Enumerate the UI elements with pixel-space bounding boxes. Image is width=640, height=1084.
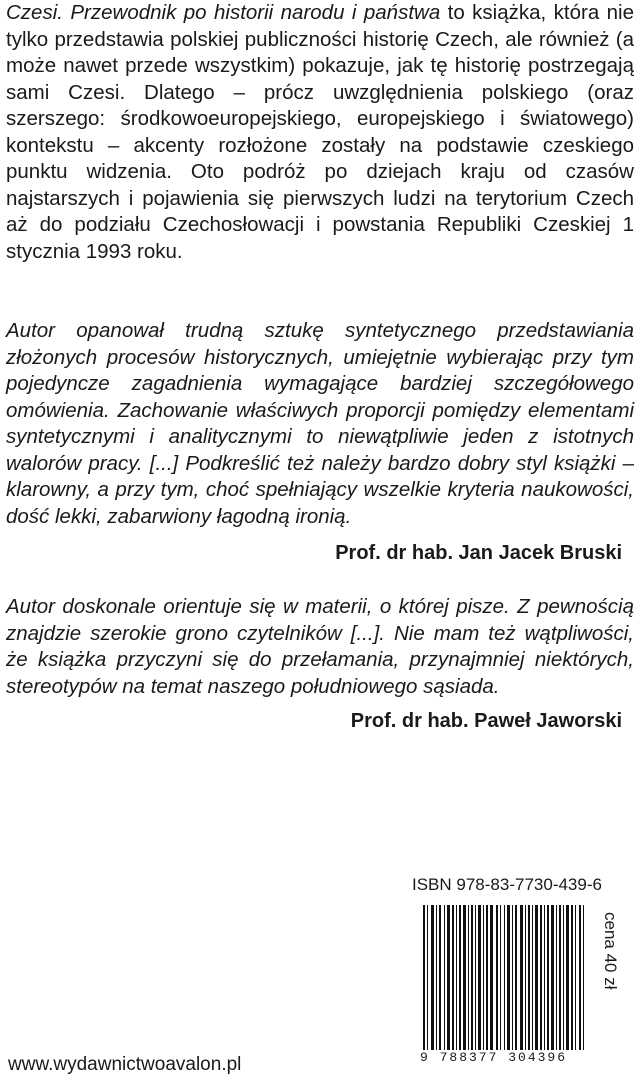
barcode-digits: 9 788377 304396 — [420, 1050, 595, 1065]
barcode-image — [417, 905, 595, 1065]
review-2-text: Autor doskonale orientuje się w materii, o której pisze. Z pewnością znajdzie szerokie grono czytelników [...]. Nie mam też wątpliwości, że książka przyczyni się do przełamania, przynajmniej niektórych, stereotypów na temat naszego południowego sąsiada. — [6, 595, 634, 698]
review-1-author: Prof. dr hab. Jan Jacek Bruski — [335, 542, 622, 564]
intro-paragraph — [6, 0, 634, 265]
intro-title: Czesi. Przewodnik po historii narodu i państwa — [6, 1, 441, 24]
review-1-text: Autor opanował trudną sztukę syntetycznego przedstawiania złożonych procesów historycznych, umiejętnie wybierając przy tym pojedyncze zagadnienia wymagające bardziej szczegółowego omówienia. Zachowanie właściwych proporcji pomiędzy elementami syntetycznymi i analitycznymi to niewątpliwie jeden z istotnych walorów pracy. [...] Podkreślić też należy bardzo dobry styl książki – klarowny, a przy tym, choć spełniający wszelkie kryteria naukowości, dość lekki, zabarwiony łagodną ironią. — [6, 319, 634, 528]
price-label: cena 40 zł — [601, 912, 620, 990]
intro-body: to książka, która nie tylko przedstawia polskiej publiczności historię Czech, ale również (a może nawet przede wszystkim) pokazuje, jak tę historię postrzegają sami Czesi. Dlatego – prócz uwzględnienia polskiego (oraz szerszego: środkowoeuropejskiego, europejskiego i światowego) kontekstu – akcenty rozłożone zostały na podstawie czeskiego punktu widzenia. Oto podróż po dziejach kraju od czasów najstarszych i pojawienia się pierwszych ludzi na terytorium Czech aż do podziału Czechosłowacji i powstania Republiki Czeskiej 1 stycznia 1993 roku. — [6, 1, 634, 263]
isbn-number: ISBN 978-83-7730-439-6 — [412, 875, 602, 894]
publisher-website[interactable]: www.wydawnictwoavalon.pl — [8, 1054, 242, 1075]
review-2-author: Prof. dr hab. Paweł Jaworski — [350, 710, 622, 732]
